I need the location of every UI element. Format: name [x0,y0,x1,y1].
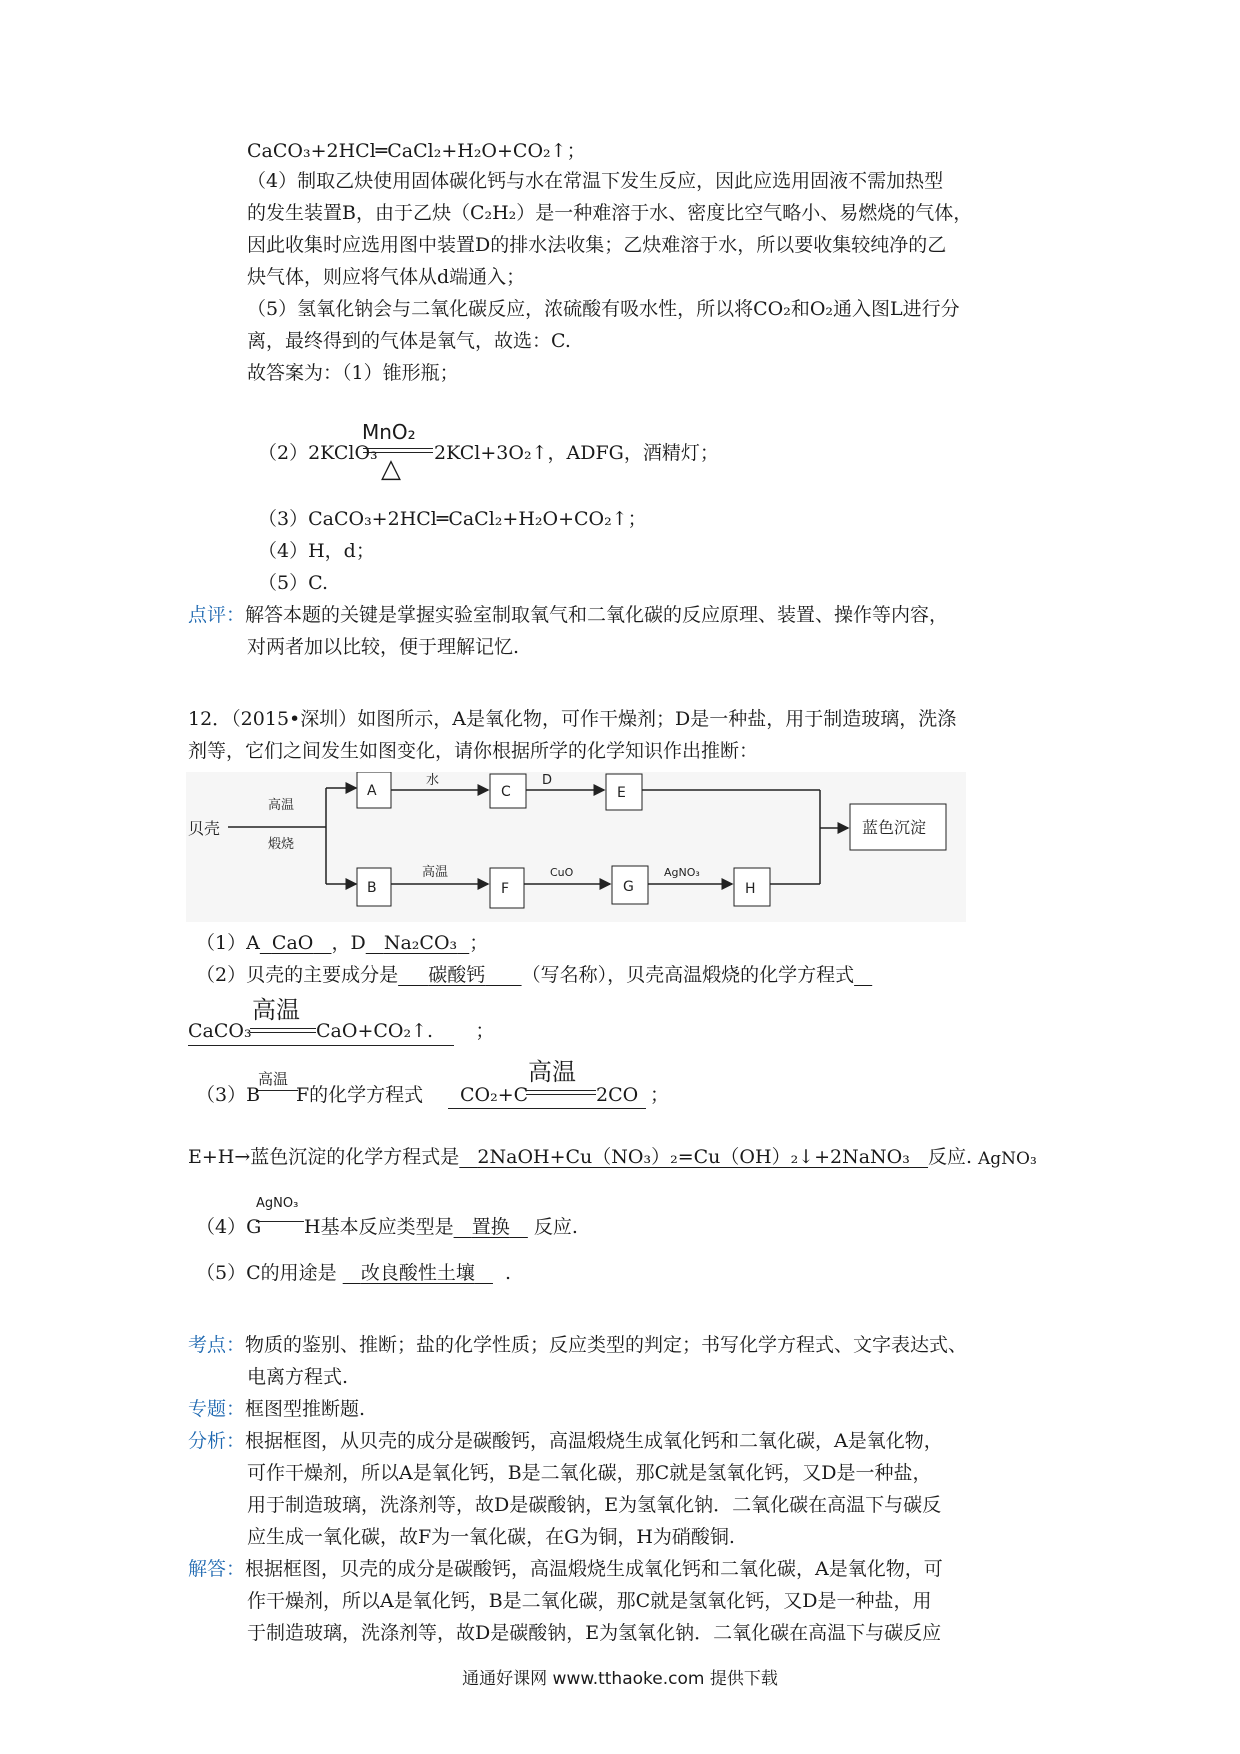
arrow-condition: AgNO₃ [256,1196,299,1211]
equation-end: ； [650,1084,670,1106]
svg-text:F: F [501,881,510,897]
result-label: 蓝色沉淀 [862,818,927,837]
kaodian-line-2: 电离方程式. [247,1366,349,1388]
blank-usage: 改良酸性土壤 [360,1262,475,1284]
arrow-line [258,1090,298,1091]
answer-underline [188,1045,454,1046]
equation-right: 2CO [596,1084,639,1106]
svg-text:B: B [367,880,377,896]
arrow-D: D [542,773,553,788]
answer-2-left: （2）2KClO₃ [258,442,378,464]
jieda-line: 解答：根据框图，贝壳的成分是碳酸钙，高温煅烧生成氧化钙和二氧化碳，A是氧化物，可 [188,1558,943,1580]
arrow-line [256,1221,304,1222]
flow-diagram [186,772,966,922]
fenxi-line-2: 可作干燥剂，所以A是氧化钙，B是二氧化碳，那C就是氢氧化钙，又D是一种盐， [247,1462,932,1484]
answer-2: （2）贝壳的主要成分是 碳酸钙 （写名称），贝壳高温煅烧的化学方程式 [196,964,855,986]
equation-bar [250,1028,316,1029]
diagram-start: 贝壳 [188,819,221,838]
svg-text:A: A [367,783,377,799]
blank-A: CaO [271,932,314,954]
equation-right: CaO+CO₂↑. ； [316,1020,495,1042]
fenxi-line: 分析：根据框图，从贝壳的成分是碳酸钙，高温煅烧生成氧化钙和二氧化碳，A是氧化物， [188,1430,943,1452]
equation-line: CaCO₃+2HCl═CaCl₂+H₂O+CO₂↑； [247,140,586,162]
kaodian-line: 考点：物质的鉴别、推断；盐的化学性质；反应类型的判定；书写化学方程式、文字表达式、 [188,1334,968,1356]
svg-text:E: E [617,785,626,801]
answer-3-prefix: （3）B [196,1084,261,1106]
text-line: 因此收集时应选用图中装置D的排水法收集；乙炔难溶于水，所以要收集较纯净的乙 [247,234,947,256]
comment-label: 点评： [188,604,246,626]
jieda-line-2: 作干燥剂，所以A是氧化钙，B是二氧化碳，那C就是氢氧化钙，又D是一种盐，用 [247,1590,932,1612]
comment-line-2: 对两者加以比较，便于理解记忆. [247,636,520,658]
text-line: （5）氢氧化钠会与二氧化碳反应，浓硫酸有吸水性，所以将CO₂和O₂通入图L进行分 [247,298,960,320]
arrow-condition: 高温 [258,1070,289,1088]
svg-text:H: H [745,881,756,897]
answer-3: （3）CaCO₃+2HCl═CaCl₂+H₂O+CO₂↑； [258,508,647,530]
blank-D: Na₂CO₃ [383,932,458,954]
cond-top: 高温 [268,798,295,813]
equation-left: CaCO₃ [188,1020,252,1042]
comment-line [188,600,948,630]
equation-bar [363,448,433,449]
arrow-agno3: AgNO₃ [664,866,700,879]
fenxi-label: 分析： [188,1430,246,1452]
condition-gaowen: 高温 [252,996,300,1024]
svg-text:C: C [501,784,511,800]
text-line: 炔气体，则应将气体从d端通入； [247,266,526,288]
fenxi-line-4: 应生成一氧化碳，故F为一氧化碳，在G为铜，H为硝酸铜. [247,1526,735,1548]
blank-main-component: 碳酸钙 [428,964,486,986]
catalyst-label: MnO₂ [362,420,416,444]
equation-bar [526,1090,596,1091]
zhuanti-label: 专题： [188,1398,246,1420]
svg-text:G: G [623,879,634,895]
arrow-gaowen: 高温 [422,865,449,880]
page-footer: 通通好课网 www.tthaoke.com 提供下载 [462,1669,778,1689]
blank-reaction-type: 置换 [471,1216,510,1238]
answer-5: （5）C. [258,572,328,594]
answer-underline [448,1108,646,1109]
question-12-line-1: 12．（2015•深圳）如图所示，A是氧化物，可作干燥剂；D是一种盐，用于制造玻璃，洗涤 [188,708,957,730]
equation-bar [250,1032,316,1033]
blank-equation: 2NaOH+Cu（NO₃）₂=Cu（OH）₂↓+2NaNO₃ [477,1146,910,1168]
answer-3b: E+H→蓝色沉淀的化学方程式是 2NaOH+Cu（NO₃）₂=Cu（OH）₂↓+2NaNO₃ 反应. [188,1146,973,1168]
text-line: 离，最终得到的气体是氧气，故选：C. [247,330,571,352]
text-line: 的发生装置B，由于乙炔（C₂H₂）是一种难溶于水、密度比空气略小、易燃烧的气体， [247,202,973,224]
answer-4: （4）H，d； [258,540,375,562]
zhuanti-line: 专题：框图型推断题. [188,1398,366,1420]
answer-5: （5）C的用途是 改良酸性土壤 . [196,1262,512,1284]
answer-heading: 故答案为：（1）锥形瓶； [247,362,459,384]
equation-bar [526,1094,596,1095]
heat-symbol: △ [381,454,401,484]
stray-text: AgNO₃ [978,1149,1037,1169]
answer-1: （1）A CaO ，D Na₂CO₃ ； [196,932,489,954]
answer-4: H基本反应类型是 置换 反应. [304,1216,578,1238]
comment-text: 解答本题的关键是掌握实验室制取氧气和二氧化碳的反应原理、装置、操作等内容， [245,604,949,626]
equation-left: CO₂+C [460,1084,529,1106]
answer-2-right: 2KCl+3O₂↑，ADFG，酒精灯； [434,442,719,464]
jieda-label: 解答： [188,1558,246,1580]
jieda-line-3: 于制造玻璃，洗涤剂等，故D是碳酸钠，E为氢氧化钠．二氧化碳在高温下与碳反应 [247,1622,942,1644]
kaodian-label: 考点： [188,1334,246,1356]
arrow-cuo: CuO [550,866,574,879]
answer-4-prefix: （4）G [196,1216,262,1238]
cond-bottom: 煅烧 [268,837,295,852]
question-12-line-2: 剂等，它们之间发生如图变化，请你根据所学的化学知识作出推断： [188,740,759,762]
answer-3-mid: F的化学方程式 [296,1084,424,1106]
condition-gaowen: 高温 [528,1058,576,1086]
fenxi-line-3: 用于制造玻璃，洗涤剂等，故D是碳酸钠，E为氢氧化钠．二氧化碳在高温下与碳反 [247,1494,942,1516]
equation-bar [363,452,433,453]
arrow-water: 水 [426,773,440,788]
text-line: （4）制取乙炔使用固体碳化钙与水在常温下发生反应，因此应选用固液不需加热型 [247,170,944,192]
